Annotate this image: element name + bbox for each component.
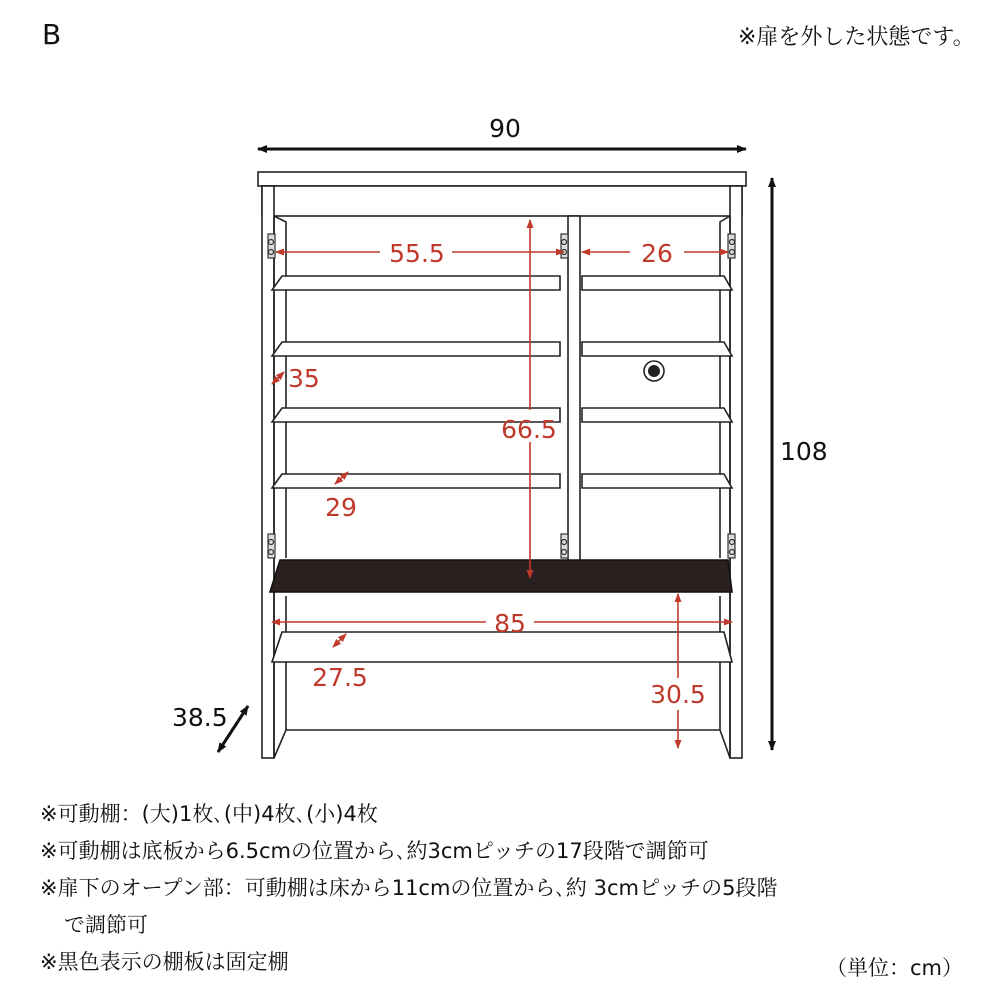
shelf-left-2	[272, 342, 560, 356]
right-side-panel	[730, 186, 742, 758]
open-height-dimension	[650, 594, 706, 748]
overall-height-dimension	[772, 178, 828, 750]
hinge-icon	[728, 234, 735, 258]
doors-removed-note: ※扉を外した状態です。	[738, 25, 975, 50]
overall-width-dimension	[258, 114, 746, 149]
inner-height-dimension	[501, 220, 557, 578]
top-board	[258, 172, 746, 186]
hinge-icon	[561, 534, 568, 558]
note-shelf-adjust: ※可動棚は底板から6.5cmの位置から､約3cmピッチの17段階で調節可	[40, 839, 709, 863]
bottom-shelf-depth-label: 27.5	[312, 663, 368, 692]
left-side-bevel	[274, 216, 286, 558]
depth-label: 38.5	[172, 703, 228, 732]
bottom-width-label: 85	[494, 609, 526, 638]
note-open-adjust-cont: で調節可	[64, 913, 148, 937]
shelf-right-2	[582, 342, 732, 356]
inner-right-width-dimension	[582, 239, 728, 268]
diagram-label: B	[42, 18, 62, 51]
left-side-panel	[262, 186, 274, 758]
hinge-icon	[268, 234, 275, 258]
top-apron	[262, 186, 742, 216]
open-height-label: 30.5	[650, 680, 706, 709]
shelf-left-4	[272, 474, 560, 488]
shelf-right-4	[582, 474, 732, 488]
inner-left-width-label: 55.5	[389, 239, 445, 268]
hinge-icon	[268, 534, 275, 558]
shelf-left-1	[272, 276, 560, 290]
center-divider	[568, 216, 580, 580]
fixed-shelf	[270, 560, 732, 592]
side-gap-label: 35	[288, 364, 320, 393]
inner-height-label: 66.5	[501, 415, 557, 444]
hinge-icon	[561, 234, 568, 258]
hinge-icon	[728, 534, 735, 558]
inner-right-width-label: 26	[641, 239, 673, 268]
note-shelf-count: ※可動棚：(大)1枚､(中)4枚､(小)4枚	[40, 802, 378, 826]
shelf-right-1	[582, 276, 732, 290]
movable-shelves-right	[582, 276, 732, 488]
shelf-depth-label: 29	[325, 493, 357, 522]
unit-label: （単位：cm）	[826, 956, 964, 980]
overall-width-label: 90	[489, 114, 521, 143]
cable-hole-icon	[644, 361, 664, 381]
right-side-bevel	[720, 216, 730, 558]
note-fixed-shelf: ※黒色表示の棚板は固定棚	[40, 950, 289, 974]
note-open-adjust: ※扉下のオープン部：可動棚は床から11cmの位置から､約 3cmピッチの5段階	[40, 876, 778, 900]
inner-left-width-dimension	[276, 239, 564, 268]
shelf-right-3	[582, 408, 732, 422]
overall-height-label: 108	[780, 437, 828, 466]
side-gap-dimension	[272, 364, 320, 393]
depth-dimension	[172, 703, 248, 752]
